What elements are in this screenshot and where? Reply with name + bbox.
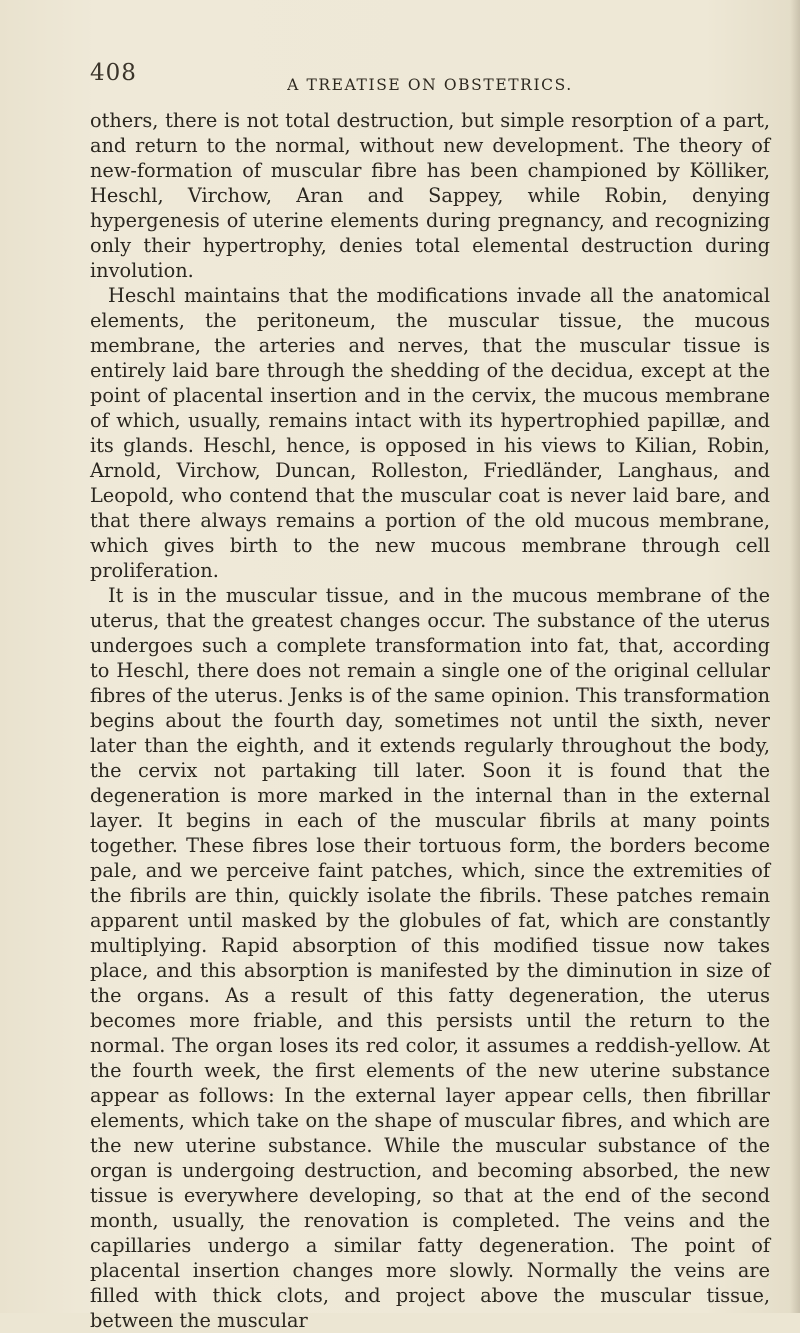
paragraph-3: It is in the muscular tissue, and in the mucous membrane of the uterus, that the greatest changes occur. The substance of the uterus undergoes such a complete transformation into fat, that, according to Heschl, there does not remain a single one of the original cellular fibres of the uterus. Jenks is of the same opinion. This transformation begins about the fourth day, sometimes not until the sixth, never later than the eighth, and it extends regularly throughout the body, the cervix not partaking till later. Soon it is found that the degeneration is more marked in the internal than in the external layer. It begins in each of the muscular fibrils at many points together. These fibres lose their tortuous form, the borders become pale, and we perceive faint patches, which, since the extremities of the fibrils are thin, quickly isolate the fibrils. These patches remain apparent until masked by the globules of fat, which are constantly multiplying. Rapid absorption of this modified tissue now takes place, and this absorption is manifested by the diminution in size of the organs. As a result of this fatty degeneration, the uterus becomes more friable, and this persists until the return to the normal. The organ loses its red color, it assumes a reddish-yellow. At the fourth week, the first elements of the new uterine substance appear as follows: In the external layer appear cells, then fibrillar elements, which take on the shape of muscular fibres, and which are the new uterine substance. While the muscular substance of the organ is undergoing destruction, and becoming absorbed, the new tissue is everywhere developing, so that at the end of the second month, usually, the renovation is completed. The veins and the capillaries undergo a similar fatty degeneration. The point of placental insertion changes more slowly. Normally the veins are filled with thick clots, and project above the muscular tissue, between the muscular bbox=[90, 584, 770, 1332]
body-text bbox=[90, 108, 770, 1333]
page-header bbox=[90, 60, 770, 102]
paragraph-1: others, there is not total destruction, but simple resorption of a part, and return to the normal, without new development. The theory of new-formation of muscular fibre has been championed by Kölliker, Heschl, Virchow, Aran and Sappey, while Robin, denying hypergenesis of uterine elements during pregnancy, and recognizing only their hypertrophy, denies total elemental destruction during involution. bbox=[90, 109, 770, 282]
page-number: 408 bbox=[90, 60, 137, 86]
page-edge-shadow bbox=[790, 0, 800, 1313]
paragraph-2: Heschl maintains that the modifications invade all the anatomical elements, the peritoneum, the muscular tissue, the mucous membrane, the arteries and nerves, that the muscular tissue is entirely laid bare through the shedding of the decidua, except at the point of placental insertion and in the cervix, the mucous membrane of which, usually, remains intact with its hypertrophied papillæ, and its glands. Heschl, hence, is opposed in his views to Kilian, Robin, Arnold, Virchow, Duncan, Rolleston, Friedländer, Langhaus, and Leopold, who contend that the muscular coat is never laid bare, and that there always remains a portion of the old mucous membrane, which gives birth to the new mucous membrane through cell proliferation. bbox=[90, 284, 770, 582]
running-title: A TREATISE ON OBSTETRICS. bbox=[287, 76, 573, 94]
